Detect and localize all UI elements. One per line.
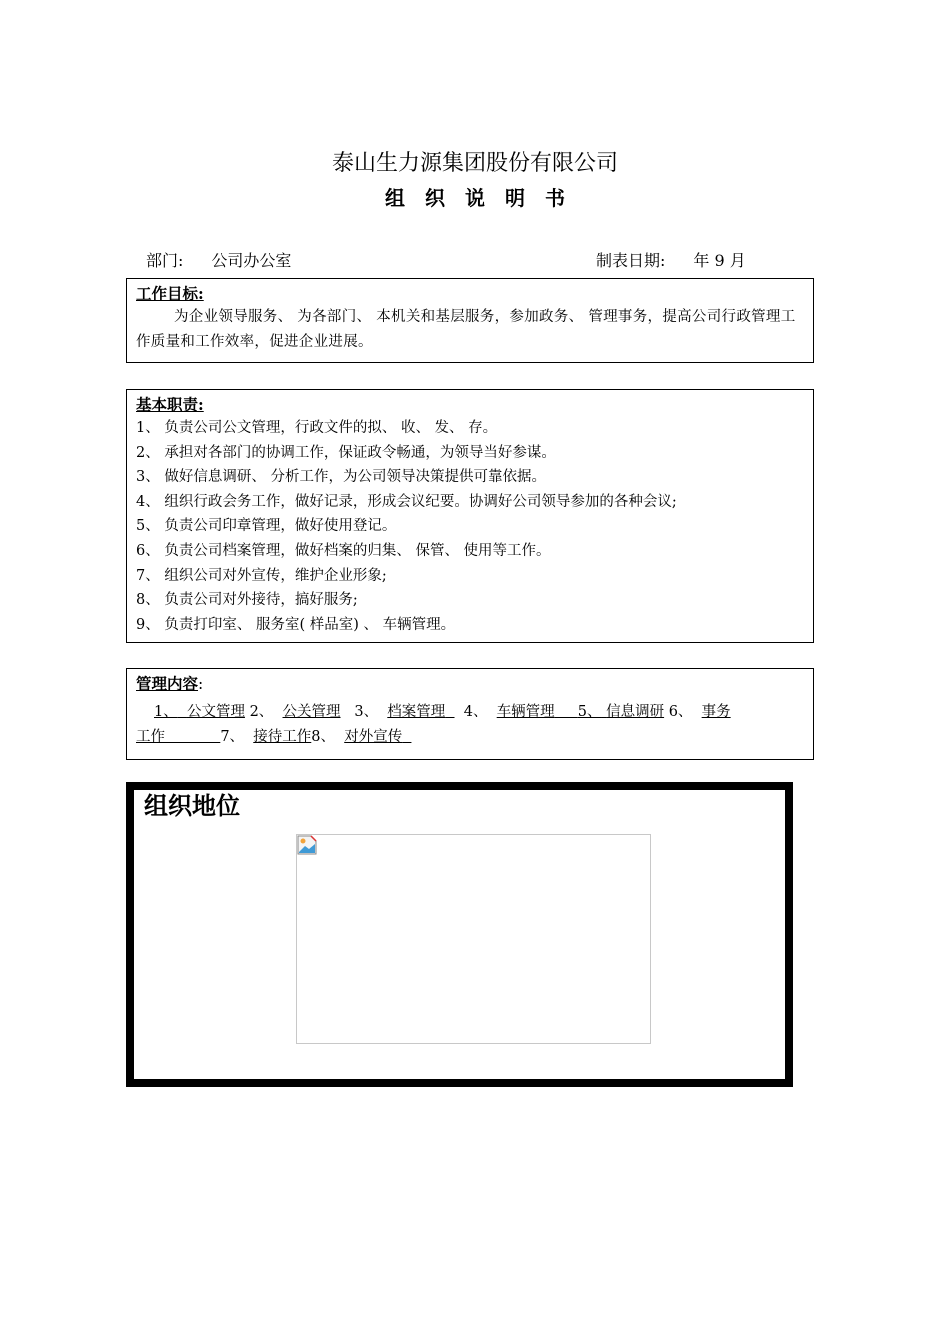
mgmt-item: 档案管理 — [387, 704, 446, 720]
basic-duties-section — [126, 389, 814, 643]
mgmt-number: 5、 — [577, 704, 602, 720]
work-goal-section — [126, 278, 814, 363]
mgmt-number: 2、 — [249, 704, 274, 720]
basic-duties-heading: 基本职责: — [136, 395, 204, 414]
department-row — [146, 248, 291, 271]
mgmt-number: 7、 — [220, 729, 245, 745]
org-position-frame — [126, 782, 793, 1087]
date-value: 年 9 月 — [693, 251, 746, 270]
work-goal-heading: 工作目标: — [136, 284, 204, 303]
mgmt-item: 对外宣传 — [344, 729, 403, 745]
duty-item: 4、 组织行政会务工作，做好记录，形成会议纪要。协调好公司领导参加的各种会议; — [136, 493, 677, 510]
title-char: 说 — [465, 186, 485, 210]
mgmt-number: 3、 — [354, 704, 379, 720]
management-items-line-2 — [136, 725, 804, 750]
title-char: 书 — [545, 186, 565, 210]
org-position-heading: 组织地位 — [144, 792, 240, 820]
mgmt-item: 事务 — [701, 704, 731, 720]
department-label: 部门: — [146, 251, 184, 270]
duty-list — [136, 416, 804, 637]
mgmt-item: 信息调研 — [606, 704, 665, 720]
management-content-section — [126, 668, 814, 760]
title-char: 织 — [425, 186, 445, 210]
duty-item: 5、 负责公司印章管理，做好使用登记。 — [136, 518, 397, 535]
mgmt-item: 工作 — [136, 729, 165, 745]
duty-item: 2、 承担对各部门的协调工作，保证政令畅通，为领导当好参谋。 — [136, 444, 556, 461]
title-char: 明 — [505, 186, 525, 210]
duty-item: 9、 负责打印室、 服务室( 样品室) 、 车辆管理。 — [136, 616, 456, 633]
date-label: 制表日期: — [596, 251, 666, 270]
department-value: 公司办公室 — [211, 251, 292, 270]
document-title — [0, 182, 950, 211]
title-char: 组 — [385, 186, 405, 210]
mgmt-item: 公关管理 — [282, 704, 341, 720]
org-chart-image — [296, 834, 651, 1044]
mgmt-item: 车辆管理 — [496, 704, 555, 720]
mgmt-number: 1、 — [154, 704, 178, 720]
management-items-line-1 — [136, 700, 804, 725]
duty-item: 6、 负责公司档案管理，做好档案的归集、 保管、 使用等工作。 — [136, 542, 551, 559]
mgmt-number: 8、 — [311, 729, 335, 745]
company-name: 泰山生力源集团股份有限公司 — [331, 151, 618, 176]
duty-item: 7、 组织公司对外宣传，维护企业形象; — [136, 567, 387, 584]
date-row — [596, 248, 746, 271]
mgmt-item: 接待工作 — [253, 729, 312, 745]
broken-image-icon — [297, 835, 317, 855]
management-heading: 管理内容: — [136, 674, 204, 693]
mgmt-item: 公文管理 — [186, 704, 245, 720]
duty-item: 3、 做好信息调研、 分析工作，为公司领导决策提供可靠依据。 — [136, 469, 546, 486]
work-goal-text: 为企业领导服务、 为各部门、 本机关和基层服务，参加政务、 管理事务，提高公司行政管理工作质量和工作效率，促进企业进展。 — [136, 309, 796, 350]
mgmt-number: 6、 — [668, 704, 693, 720]
duty-item: 1、 负责公司公文管理，行政文件的拟、 收、 发、 存。 — [136, 420, 498, 436]
duty-item: 8、 负责公司对外接待，搞好服务; — [136, 592, 358, 609]
mgmt-number: 4、 — [463, 704, 488, 720]
